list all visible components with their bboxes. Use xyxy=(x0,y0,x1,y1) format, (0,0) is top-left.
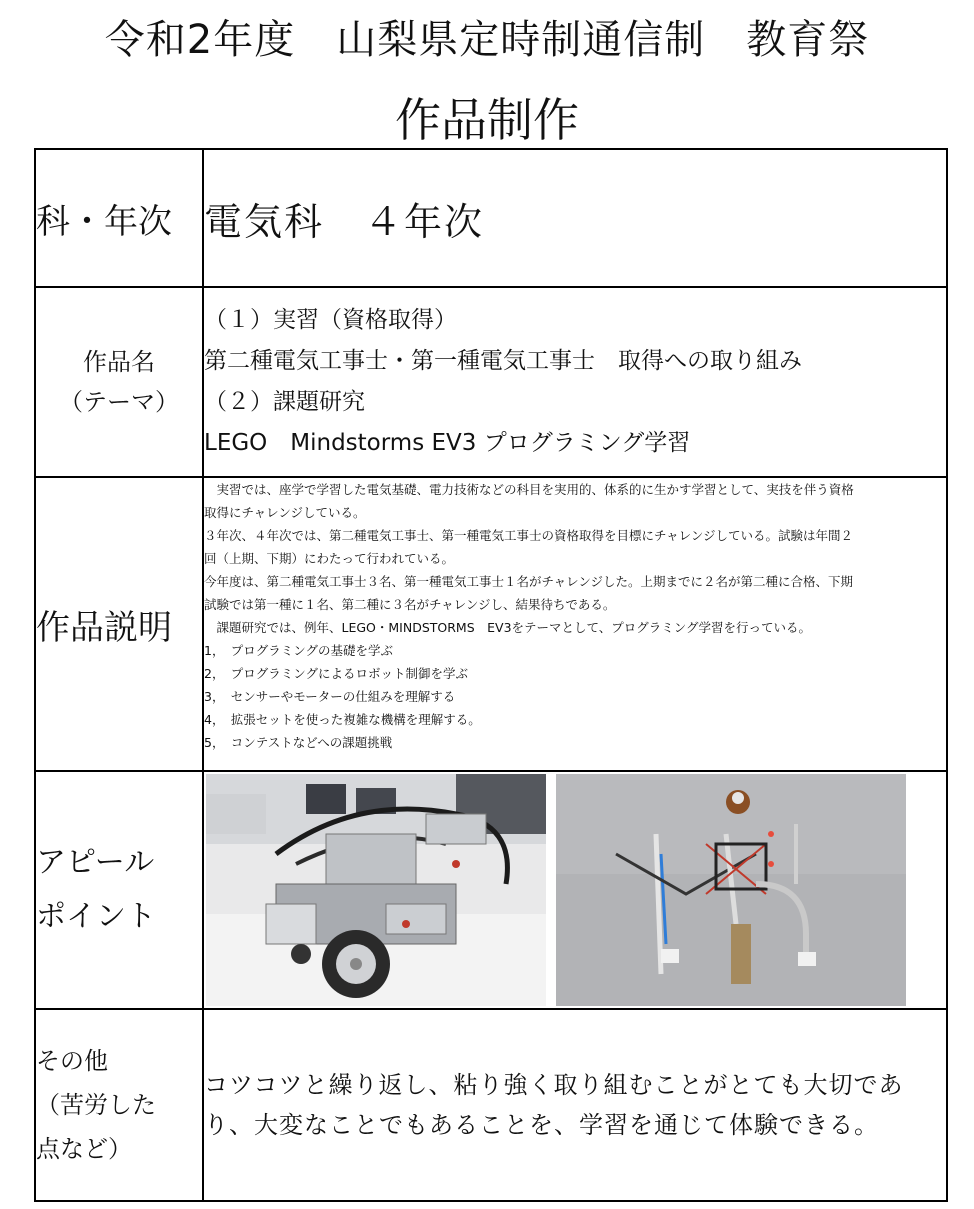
entry-form-table xyxy=(34,148,948,1202)
description-line: 回（上期、下期）にわたって行われている。 xyxy=(204,551,455,566)
appeal-label-cell xyxy=(35,771,203,1009)
appeal-label-point: ポイント xyxy=(36,899,156,934)
dept-row xyxy=(35,149,947,287)
description-row xyxy=(35,477,947,771)
description-label: 作品説明 xyxy=(35,477,203,771)
dept-value: 電気科 ４年次 xyxy=(203,149,947,287)
work-title-cell xyxy=(203,287,947,477)
other-label: その他 xyxy=(36,1047,108,1075)
appeal-label: アピール xyxy=(36,845,155,880)
other-line: り、大変なことでもあることを、学習を通じて体験できる。 xyxy=(204,1111,879,1139)
work-line: （２）課題研究 xyxy=(204,389,365,415)
other-text-cell xyxy=(203,1009,947,1201)
description-line: 1， プログラミングの基礎を学ぶ xyxy=(204,643,393,658)
wiring-photo xyxy=(556,774,906,1006)
other-label-etc: 点など） xyxy=(36,1135,132,1163)
other-line: コツコツと繰り返し、粘り強く取り組むことがとても大切であ xyxy=(204,1071,904,1099)
description-line: 2， プログラミングによるロボット制御を学ぶ xyxy=(204,666,468,681)
description-line: 課題研究では、例年、LEGO・MINDSTORMS EV3をテーマとして、プログラミング学習を行っている。 xyxy=(204,620,812,635)
description-line: 5， コンテストなどへの課題挑戦 xyxy=(204,735,393,750)
appeal-photos-cell xyxy=(203,771,947,1009)
description-line: 3， センサーやモーターの仕組みを理解する xyxy=(204,689,456,704)
work-label-theme: （テーマ） xyxy=(59,388,179,416)
work-line: 第二種電気工事士・第一種電気工事士 取得への取り組み xyxy=(204,348,802,374)
work-line: （１）実習（資格取得） xyxy=(204,307,457,333)
description-line: 試験では第一種に１名、第二種に３名がチャレンジし、結果待ちである。 xyxy=(204,597,616,612)
description-line: 今年度は、第二種電気工事士３名、第一種電気工事士１名がチャレンジした。上期までに２名が第二種に合格、下期 xyxy=(204,574,854,589)
other-label-cell xyxy=(35,1009,203,1201)
description-line: 実習では、座学で学習した電気基礎、電力技術などの科目を実用的、体系的に生かす学習として、実技を伴う資格 xyxy=(204,482,854,497)
other-row xyxy=(35,1009,947,1201)
document-subtitle: 作品制作 xyxy=(395,93,579,147)
work-label: 作品名 xyxy=(83,348,155,376)
appeal-row xyxy=(35,771,947,1009)
description-line: 取得にチャレンジしている。 xyxy=(204,505,366,520)
robot-photo xyxy=(206,774,546,1006)
dept-label: 科・年次 xyxy=(35,149,203,287)
description-line: ３年次、４年次では、第二種電気工事士、第一種電気工事士の資格取得を目標にチャレンジしている。試験は年間２ xyxy=(204,528,854,543)
work-row xyxy=(35,287,947,477)
document-title: 令和2年度 山梨県定時制通信制 教育祭 xyxy=(104,17,870,63)
description-line: 4， 拡張セットを使った複雑な機構を理解する。 xyxy=(204,712,481,727)
description-text xyxy=(203,477,947,771)
work-line: LEGO Mindstorms EV3 プログラミング学習 xyxy=(204,430,691,456)
work-label-cell xyxy=(35,287,203,477)
other-label-difficulty: （苦労した xyxy=(36,1091,156,1119)
